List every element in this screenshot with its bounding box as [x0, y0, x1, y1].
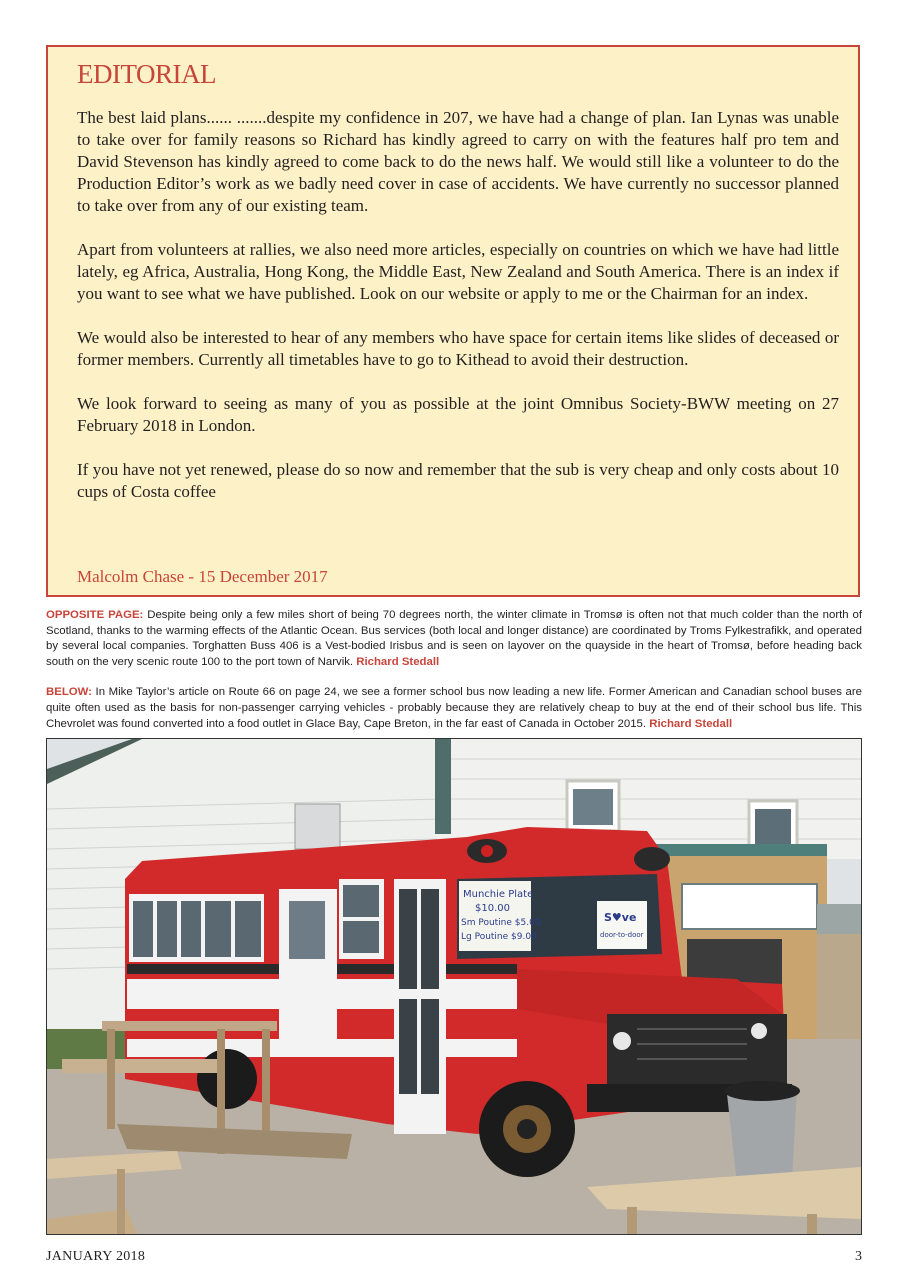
menu-sign-line-4: Lg Poutine $9.00 — [461, 932, 537, 942]
editorial-title: EDITORIAL — [77, 59, 216, 89]
caption-below-text: In Mike Taylor’s article on Route 66 on page 24, we see a former school bus now leading a new life. Former American and Canadian school buses are quite often used as the basis for non-passenger carrying vehicles - probably because they are relatively cheap to buy at the end of their school bus life. This Chevrolet was found converted into a food outlet in Glace Bay, Cape Breton, in the far east of Canada in October 2015. — [46, 686, 862, 730]
bus-photo — [46, 738, 862, 1235]
save-sign-tagline: door-to-door — [600, 931, 644, 939]
editorial-paragraph-5: If you have not yet renewed, please do so now and remember that the sub is very cheap and only costs about 10 cups of Costa coffee — [77, 460, 839, 501]
editorial-body — [77, 107, 839, 525]
caption-opposite-lead: OPPOSITE PAGE: — [46, 609, 144, 621]
caption-below — [46, 685, 862, 732]
save-sign-word: S♥ve — [604, 911, 637, 924]
editorial-paragraph-4: We look forward to seeing as many of you as possible at the joint Omnibus Society-BWW meeting on 27 February 2018 in London. — [77, 394, 839, 435]
footer-issue-date: JANUARY 2018 — [46, 1249, 146, 1264]
caption-opposite-page — [46, 608, 862, 670]
editorial-box — [46, 45, 860, 597]
menu-sign-line-3: Sm Poutine $5.00 — [461, 918, 541, 928]
menu-sign-line-2: $10.00 — [475, 903, 510, 914]
footer-page-number: 3 — [855, 1249, 862, 1264]
caption-opposite-credit: Richard Stedall — [356, 655, 440, 668]
caption-below-credit: Richard Stedall — [649, 717, 733, 730]
photo-captions — [46, 608, 862, 747]
caption-below-lead: BELOW: — [46, 686, 92, 699]
caption-opposite-text: Despite being only a few miles short of being 70 degrees north, the winter climate in Tromsø is often not that much colder than the north of Scotland, thanks to the warming effects of the Atlantic Ocean. Bus services (both local and longer distance) are coordinated by Troms Fylkestrafikk, and operated by several local companies. Torghatten Buss 406 is a Vest-bodied Irisbus and is seen on layover on the quayside in the heart of Tromsø, before heading back south on the very scenic route 100 to the port town of Narvik. — [46, 609, 863, 668]
menu-sign-line-1: Munchie Plate — [463, 889, 534, 900]
editorial-paragraph-2: Apart from volunteers at rallies, we also need more articles, especially on countries on which we have had little lately, eg Africa, Australia, Hong Kong, the Middle East, New Zealand and South America. There is an index if you want to see what we have published. Look on our website or apply to me or the Chairman for an index. — [77, 240, 839, 303]
editorial-paragraph-1: The best laid plans...... .......despite my confidence in 207, we have had a change of plan. Ian Lynas was unable to take over for family reasons so Richard has kindly agreed to carry on with the features half pro tem and David Stevenson has kindly agreed to come back to do the news half. We would still like a volunteer to do the Production Editor’s work as we badly need cover in case of accidents. We have currently no successor planned to take over from any of our existing team. — [77, 108, 839, 215]
editorial-paragraph-3: We would also be interested to hear of any members who have space for certain items like slides of deceased or former members. Currently all timetables have to go to Kithead to avoid their destruction. — [77, 328, 839, 369]
editorial-signature: Malcolm Chase - 15 December 2017 — [77, 567, 328, 586]
